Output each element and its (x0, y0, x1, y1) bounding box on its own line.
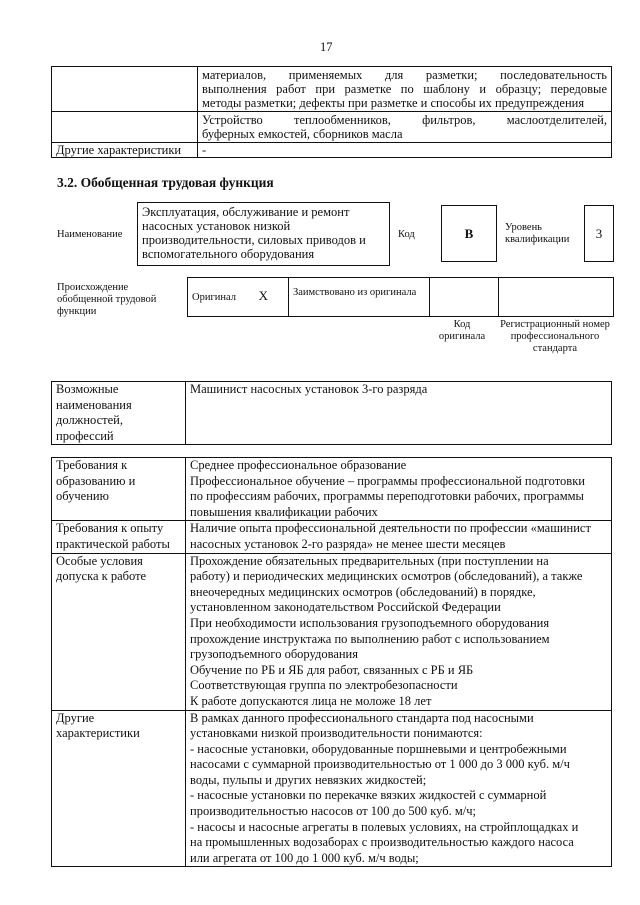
original-cell (188, 278, 289, 317)
reg-number-caption: Регистрационный номер профессионального стандарта (500, 319, 610, 354)
text-line: - насосные установки, оборудованные поршневыми и центробежными (190, 741, 567, 756)
text-line: материалов, применяемых для разметки; последовательность (202, 68, 607, 82)
table-row (52, 710, 612, 867)
text-line: работу) и периодических медицинских осмотров (обследований), а также (190, 569, 583, 584)
text-line: Устройство теплообменников, фильтров, маслоотделителей, (202, 113, 607, 127)
text-line: Среднее профессиональное образование (190, 458, 407, 472)
table-row (52, 553, 612, 710)
requirement-value (186, 521, 612, 553)
original-mark: X (258, 288, 269, 303)
table-row (52, 382, 612, 445)
requirement-value (186, 553, 612, 710)
text-line: насосами с суммарной производительностью от 1 000 до 3 000 куб. м/ч (190, 757, 570, 772)
table-cell-value: - (198, 143, 612, 158)
text-line: установленном законодательством Российской Федерации (190, 600, 501, 615)
table-cell-knowledge (198, 67, 612, 112)
text-line: выполнения работ при разметке по шаблону и образцу; передовые (202, 82, 607, 96)
requirement-label: Особые условия допуска к работе (52, 553, 186, 710)
function-name-box (137, 202, 390, 266)
text-line: - насосы и насосные агрегаты в полевых условиях, на стройплощадках и (190, 819, 579, 834)
text-line: Профессиональное обучение – программы профессиональной подготовки (190, 473, 585, 488)
table-cell-empty (52, 67, 198, 112)
table-cell-empty (52, 112, 198, 143)
positions-label: Возможные наименования должностей, профессий (52, 382, 186, 445)
table-cell-knowledge (198, 112, 612, 143)
requirement-label: Требования к образованию и обучению (52, 458, 186, 521)
text-line: повышения квалификации рабочих (190, 504, 378, 519)
level-label: Уровень квалификации (505, 222, 570, 245)
code-original-caption: Код оригинала (438, 319, 486, 342)
text-line: При необходимости использования грузоподъемного оборудования (190, 615, 550, 630)
table-row (52, 67, 612, 112)
text-line: Обучение по РБ и ЯБ для работ, связанных с РБ и ЯБ (190, 662, 474, 677)
name-label: Наименование (57, 229, 123, 240)
text-line: - насосные установки по перекачке вязких жидкостей с суммарной (190, 788, 547, 803)
table-row (52, 112, 612, 143)
borrowed-cell: Заимствовано из оригинала (289, 278, 430, 317)
origin-label: Происхождение обобщенной трудовой функции (57, 282, 157, 317)
top-knowledge-table (51, 66, 612, 158)
text-line: прохождение инструктажа по выполнению работ с использованием (190, 631, 550, 646)
table-row (52, 521, 612, 553)
text-line: грузоподъемного оборудования (190, 647, 358, 662)
table-cell-label: Другие характеристики (52, 143, 198, 158)
requirement-label: Другие характеристики (52, 710, 186, 867)
text-line: внеочередных медицинских осмотров (обследований) в порядке, (190, 584, 536, 599)
original-label: Оригинал (192, 292, 236, 303)
requirements-table (51, 457, 612, 867)
table-row (52, 143, 612, 158)
text-line: Прохождение обязательных предварительных (при поступлении на (190, 553, 549, 568)
table-row (52, 458, 612, 521)
text-line: производительностью насосов от 100 до 500 куб. м/ч; (190, 804, 477, 819)
code-label: Код (398, 229, 415, 240)
text-line: по профессиям рабочих, программы переподготовки рабочих, программы (190, 489, 584, 504)
text-line: методы разметки; дефекты при разметке и способы их предупреждения (202, 96, 585, 110)
positions-table (51, 381, 612, 445)
level-value: 3 (595, 226, 603, 241)
text-line: воды, пульпы и других невязких жидкостей; (190, 772, 427, 787)
level-box (584, 205, 614, 262)
text-line: К работе допускаются лица не моложе 18 лет (190, 693, 432, 708)
positions-value: Машинист насосных установок 3-го разряда (186, 382, 612, 445)
text-line: установками низкой производительности понимаются: (190, 726, 483, 741)
origin-table (187, 277, 614, 317)
text-line: или агрегата от 100 до 1 000 куб. м/ч воды; (190, 850, 419, 865)
code-original-cell (430, 278, 499, 317)
requirement-value (186, 710, 612, 867)
code-box (441, 205, 497, 262)
section-heading: 3.2. Обобщенная трудовая функция (57, 175, 274, 190)
reg-number-cell (499, 278, 614, 317)
text-line: Соответствующая группа по электробезопасности (190, 678, 458, 693)
text-line: насосных установок 2-го разряда» не менее шести месяцев (190, 536, 506, 551)
requirement-value (186, 458, 612, 521)
code-value: В (464, 226, 474, 241)
text-line: буферных емкостей, сборников масла (202, 127, 403, 141)
page-number: 17 (320, 40, 333, 54)
requirement-label: Требования к опыту практической работы (52, 521, 186, 553)
function-name-value: Эксплуатация, обслуживание и ремонт насосных установок низкой производительности, силовых приводов и вспомогательного оборудования (142, 205, 366, 261)
text-line: В рамках данного профессионального стандарта под насосными (190, 710, 534, 725)
text-line: на промышленных водозаборах с производительностью каждого насоса (190, 835, 574, 850)
table-row (188, 278, 614, 317)
text-line: Наличие опыта профессиональной деятельности по профессии «машинист (190, 521, 591, 536)
